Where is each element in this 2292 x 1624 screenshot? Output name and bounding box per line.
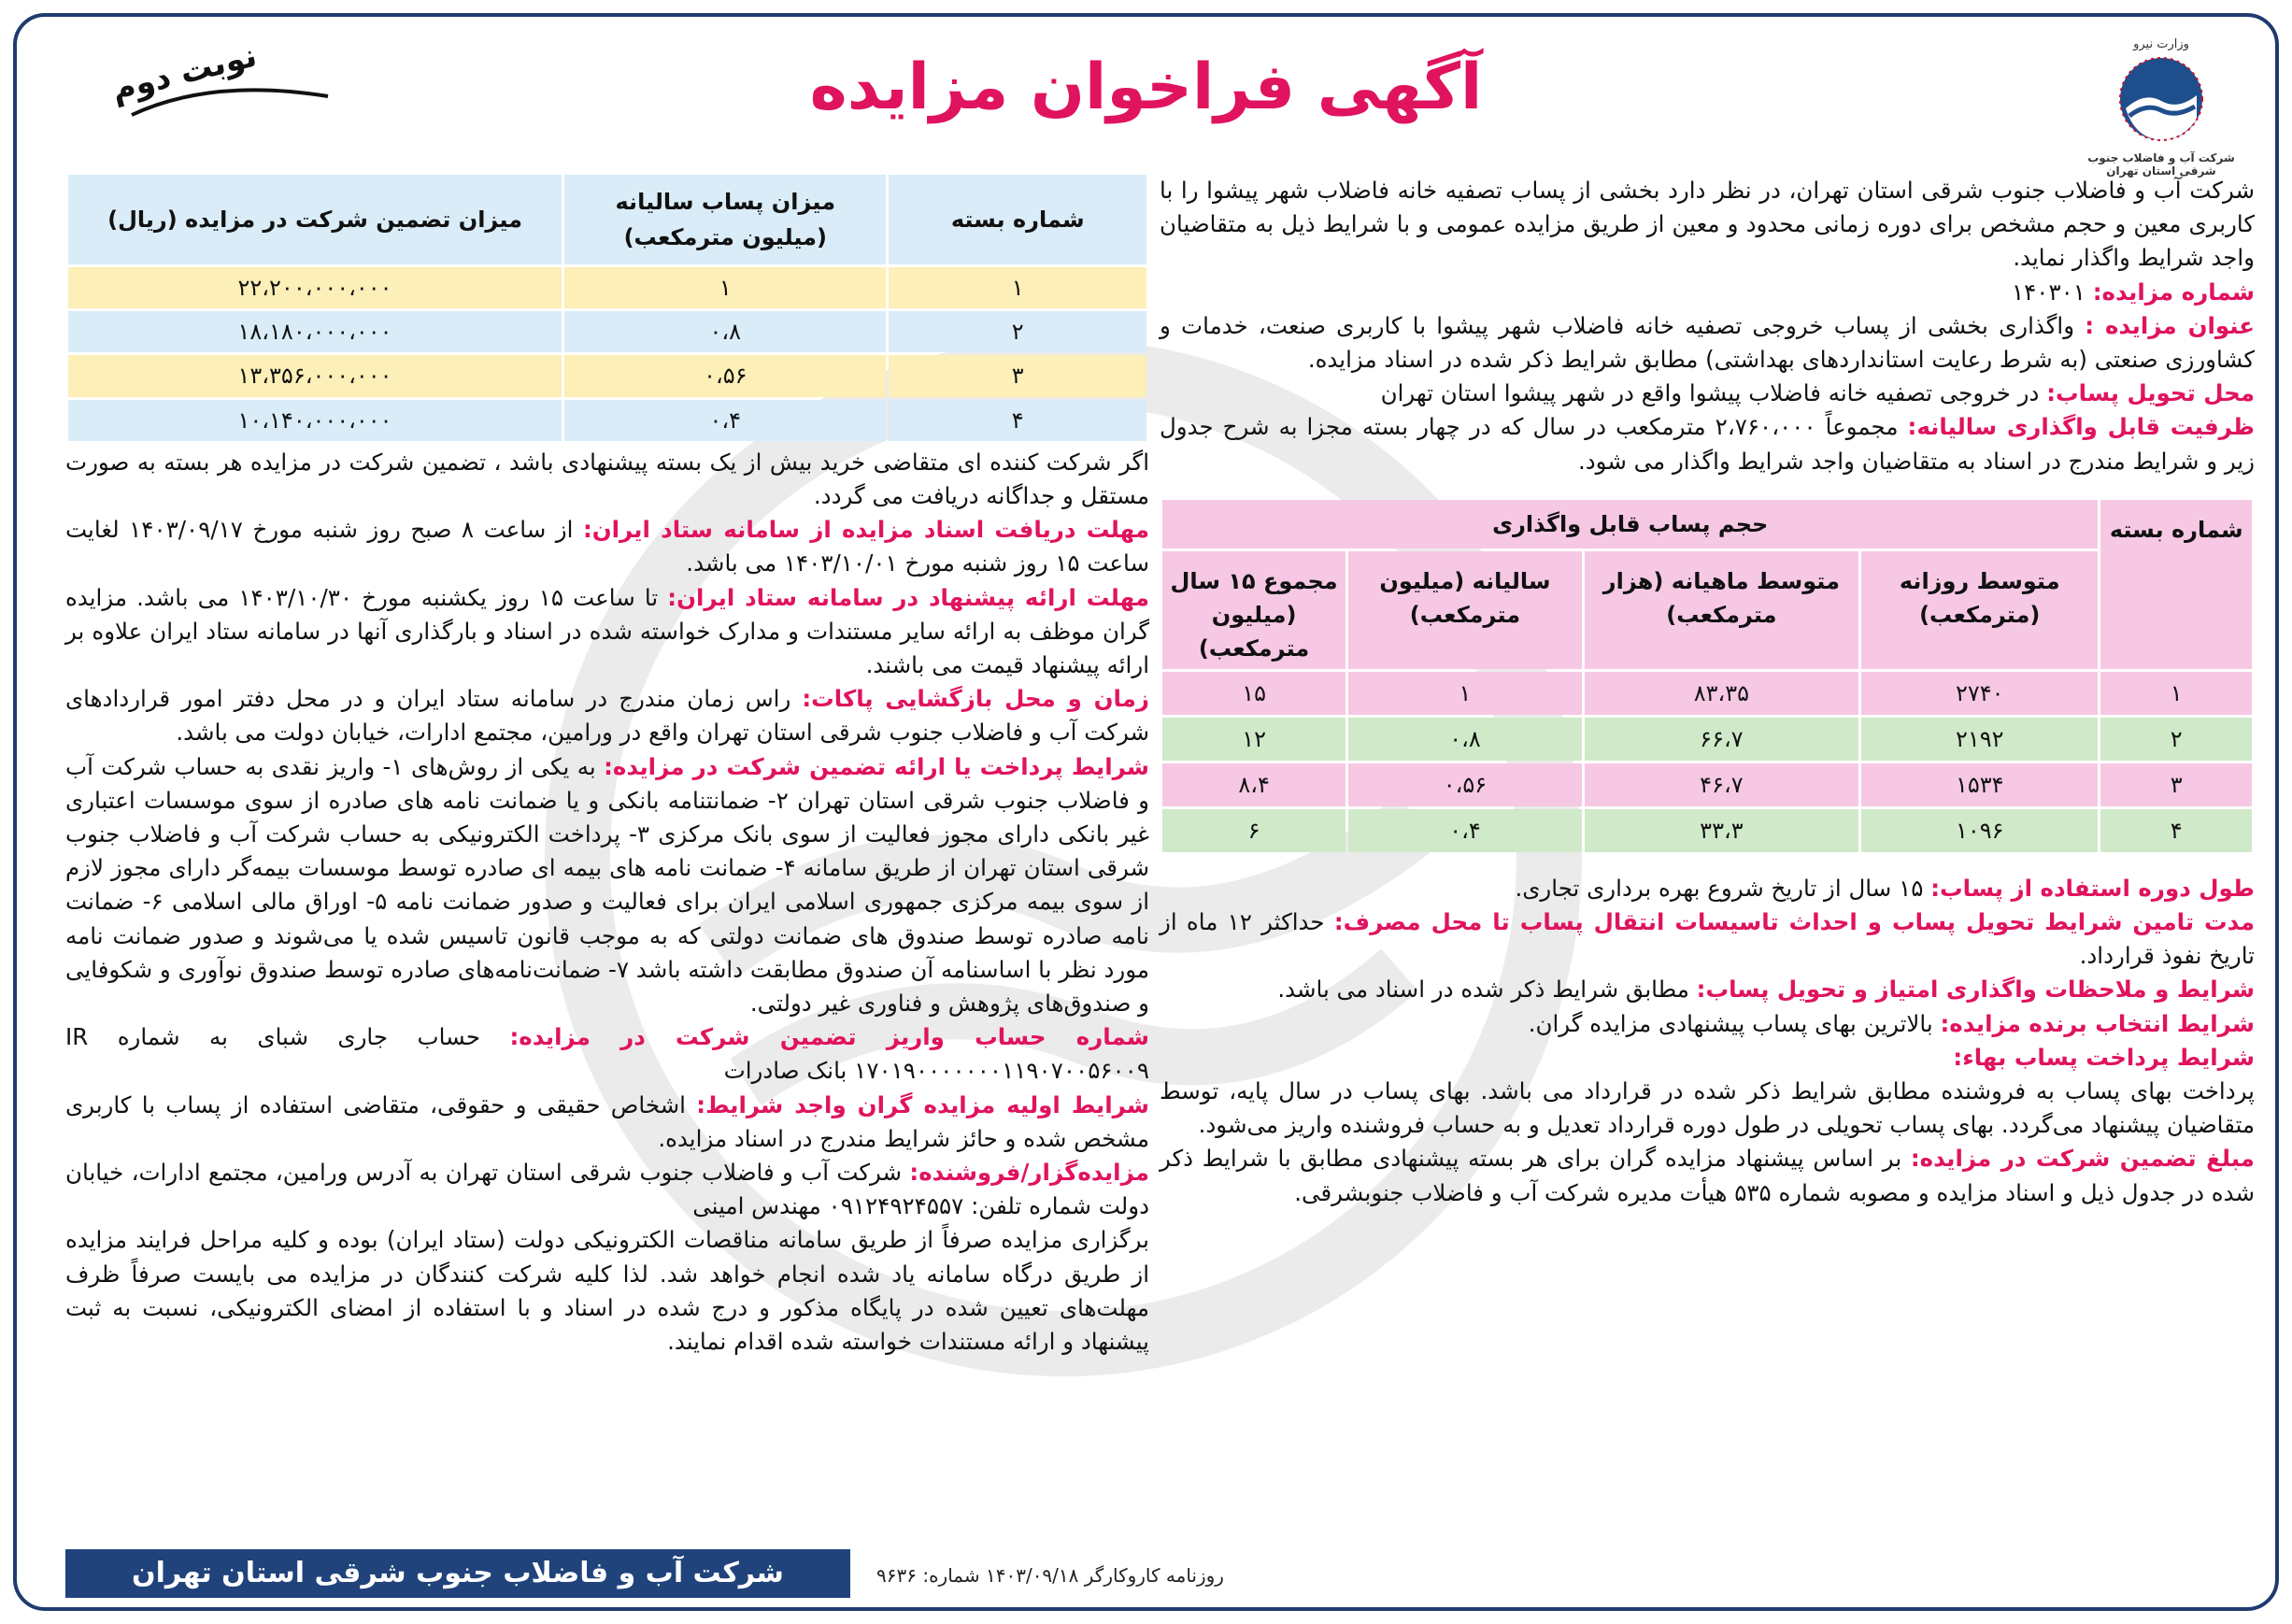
winner-selection: شرایط انتخاب برنده مزایده: بالاترین بهای پساب پیشنهادی مزایده گران.: [1528, 1009, 2255, 1037]
guarantee-table: [65, 172, 1149, 444]
offer-deadline: مهلت ارائه پیشنهاد در سامانه ستاد ایران: تا ساعت ۱۵ روز یکشنبه مورخ ۱۴۰۳/۱۰/۳۰ می باشد. مزایده گران موظف به ارائه سایر مستندات و مدارک خواسته شده در اسناد و بارگذاری آنها در سامانه ستاد ایران علاوه بر ارائه پیشنهاد قیمت می باشند.: [65, 583, 1149, 679]
table-row: ۱ ۲۷۴۰ ۸۳،۳۵ ۱ ۱۵: [1162, 672, 2252, 715]
swoosh-decoration-icon: [127, 68, 333, 124]
auction-number: شماره مزایده: ۱۴۰۳۰۱: [2011, 278, 2255, 306]
newspaper-info: روزنامه کاروکارگر ۱۴۰۳/۰۹/۱۸ شماره: ۹۶۳۶: [876, 1564, 1224, 1587]
usage-period: طول دوره استفاده از پساب: ۱۵ سال از تاریخ شروع بهره برداری تجاری.: [1515, 874, 2255, 902]
closing-paragraph: برگزاری مزایده صرفاً از طریق سامانه مناقصات الکترونیکی دولت (ستاد ایران) بوده و کلیه مراحل فرایند مزایده از طریق درگاه سامانه یاد شده انجام خواهد شد. لذا کلیه شرکت کنندگان در مزایده می بایست صرفاً ظرف مهلت‌های تعیین شده در پایگاه مذکور و درج شده در اسناد و با استفاده از امضای الکترونیکی، نسبت به ثبت پیشنهاد و ارائه مستندات خواسته شده اقدام نمایند.: [65, 1226, 1149, 1356]
table-header: شماره بسته: [889, 175, 1146, 264]
capacity-table: [1160, 497, 2255, 855]
guarantee-amount: مبلغ تضمین شرکت در مزایده: بر اساس پیشنهاد مزایده گران برای هر بسته پیشنهادی مطابق با شرایط ذکر شده در جدول ذیل و اسناد مزایده و مصوبه شماره ۵۳۵ هیأت مدیره شرکت آب و فاضلاب جنوبشرقی.: [1160, 1145, 2255, 1206]
provision-period: مدت تامین شرایط تحویل پساب و احداث تاسیسات انتقال پساب تا محل مصرف: حداکثر ۱۲ ماه از تاریخ نفوذ قرارداد.: [1160, 908, 2255, 970]
table-header: میزان پساب سالیانه (میلیون مترمکعب): [564, 175, 886, 264]
table-row: ۳ ۱۵۳۴ ۴۶،۷ ۰،۵۶ ۸،۴: [1162, 763, 2252, 806]
table-row: ۳ ۰،۵۶ ۱۳،۳۵۶،۰۰۰،۰۰۰: [68, 355, 1146, 396]
guarantee-methods: شرایط پرداخت یا ارائه تضمین شرکت در مزایده: به یکی از روش‌های ۱- واریز نقدی به حساب شرکت آب و فاضلاب جنوب شرقی استان تهران ۲- ضمانتنامه بانکی و یا ضمانت نامه های صادره از سوی موسسات اعتباری غیر بانکی دارای مجوز فعالیت از سوی بانک مرکزی ۳- پرداخت الکترونیکی به حساب شرکت آب و فاضلاب جنوب شرقی استان تهران از طریق سامانه ۴- ضمانت نامه های بیمه ای صادره توسط موسسات بیمه‌گر دارای مجوز لازم از سوی بیمه مرکزی جمهوری اسلامی ایران برای فعالیت و صدور ضمانت نامه ۵- اوراق مالی اسلامی ۶- ضمانت نامه صادره توسط صندوق های ضمانت دولتی که به موجب قانون تاسیس شده یا می‌شوند و صدور ضمانت نامه مورد نظر با اساسنامه آن صندوق مطابقت داشته باشد ۷- ضمانت‌نامه‌های صادره توسط صندوق نوآوری و شکوفایی و صندوق‌های پژوهش و فناوری غیر دولتی.: [65, 752, 1150, 1018]
docs-deadline: مهلت دریافت اسناد مزایده از سامانه ستاد ایران: از ساعت ۸ صبح روز شنبه مورخ ۱۴۰۳/۰۹/۱۷ لغایت ساعت ۱۵ روز شنبه مورخ ۱۴۰۳/۱۰/۰۱ می باشد.: [65, 516, 1149, 577]
round-label: نوبت دوم: [107, 36, 261, 109]
left-column: [65, 172, 1149, 1359]
transfer-conditions: شرایط و ملاحظات واگذاری امتیاز و تحویل پساب: مطابق شرایط ذکر شده در اسناد می باشد.: [1277, 976, 2255, 1004]
table-row: ۴ ۱۰۹۶ ۳۳،۳ ۰،۴ ۶: [1162, 809, 2252, 852]
table-header: متوسط روزانه (مترمکعب): [1861, 551, 2098, 669]
right-column: [1160, 174, 2255, 1210]
account-number: شماره حساب واریز تضمین شرکت در مزایده: حساب جاری شبای به شماره IR ۱۷۰۱۹۰۰۰۰۰۰۰۱۱۹۰۷۰۰۵۶۰۰۹ بانک صادرات: [65, 1023, 1149, 1085]
seller-info: مزایده‌گزار/فروشنده: شرکت آب و فاضلاب جنوب شرقی استان تهران به آدرس ورامین، مجتمع ادارات، خیابان دولت شماره تلفن: ۰۹۱۲۴۹۲۴۵۵۷ مهندس امینی: [65, 1159, 1149, 1220]
eligibility: شرایط اولیه مزایده گران واجد شرایط: اشخاص حقیقی و حقوقی، متقاضی استفاده از پساب با کاربری مشخص شده و حائز شرایط مندرج در اسناد مزایده.: [65, 1090, 1149, 1152]
annual-capacity: ظرفیت قابل واگذاری سالیانه: مجموعاً ۲،۷۶۰،۰۰۰ مترمکعب در سال که در چهار بسته مجزا به شرح جدول زیر و شرایط مندرج در اسناد به متقاضیان واجد شرایط واگذار می شود.: [1160, 413, 2255, 475]
table-row: ۲ ۰،۸ ۱۸،۱۸۰،۰۰۰،۰۰۰: [68, 311, 1146, 352]
table-header: حجم پساب قابل واگذاری: [1162, 500, 2098, 548]
table-row: ۲ ۲۱۹۲ ۶۶،۷ ۰،۸ ۱۲: [1162, 718, 2252, 761]
intro-paragraph: شرکت آب و فاضلاب جنوب شرقی استان تهران، در نظر دارد بخشی از پساب تصفیه خانه فاضلاب شهر پیشوا را با کاربری معین و حجم مشخص برای دوره زمانی محدود و معین از طریق مزایده عمومی و با شرایط ذیل به متقاضیان واجد شرایط واگذار نماید.: [1160, 177, 2255, 272]
page-title: آگهی فراخوان مزایده: [809, 50, 1483, 124]
table-header: متوسط ماهیانه (هزار مترمکعب): [1585, 551, 1858, 669]
delivery-location: محل تحویل پساب: در خروجی تصفیه خانه فاضلاب پیشوا واقع در شهر پیشوا استان تهران: [1380, 379, 2255, 407]
table-header: شماره بسته: [2100, 500, 2252, 669]
table-header: سالیانه (میلیون مترمکعب): [1348, 551, 1582, 669]
payment-terms-heading: شرایط پرداخت پساب بهاء:: [1953, 1043, 2255, 1071]
logo-company-caption: شرکت آب و فاضلاب جنوب شرقی استان تهران: [2087, 151, 2235, 178]
opening-time-place: زمان و محل بازگشایی پاکات: راس زمان مندرج در سامانه ستاد ایران و در محل دفتر امور قراردادهای شرکت آب و فاضلاب جنوب شرقی استان تهران واقع در ورامین، مجتمع ادارات، خیابان دولت می باشد.: [65, 685, 1150, 747]
footer-company-banner: شرکت آب و فاضلاب جنوب شرقی استان تهران: [65, 1549, 850, 1598]
ministry-label: وزارت نیرو: [2133, 37, 2189, 51]
table-row: ۱ ۱ ۲۲،۲۰۰،۰۰۰،۰۰۰: [68, 267, 1146, 308]
notice-page: [13, 13, 2279, 1611]
table-header: میزان تضمین شرکت در مزایده (ریال): [68, 175, 562, 264]
table-row: ۴ ۰،۴ ۱۰،۱۴۰،۰۰۰،۰۰۰: [68, 400, 1146, 441]
payment-terms: پرداخت بهای پساب به فروشنده مطابق شرایط ذکر شده در قرارداد می باشد. بهای پساب در سال پایه، توسط متقاضیان پیشنهاد می‌گردد. بهای پساب تحویلی در طول دوره قرارداد تعدیل و به حساب فروشنده واریز می‌شود.: [1160, 1077, 2255, 1139]
auction-subject: عنوان مزایده : واگذاری بخشی از پساب خروجی تصفیه خانه فاضلاب شهر پیشوا با کاربری صنعت، خدمات و کشاورزی صنعتی (به شرط رعایت استانداردهای بهداشتی) مطابق شرایط ذکر شده در اسناد مزایده.: [1160, 311, 2255, 374]
table-header: مجموع ۱۵ سال (میلیون مترمکعب): [1162, 551, 1345, 669]
multi-package-note: اگر شرکت کننده ای متقاضی خرید بیش از یک بسته پیشنهادی باشد ، تضمین شرکت در مزایده هر بسته به صورت مستقل و جداگانه دریافت می گردد.: [65, 448, 1149, 510]
